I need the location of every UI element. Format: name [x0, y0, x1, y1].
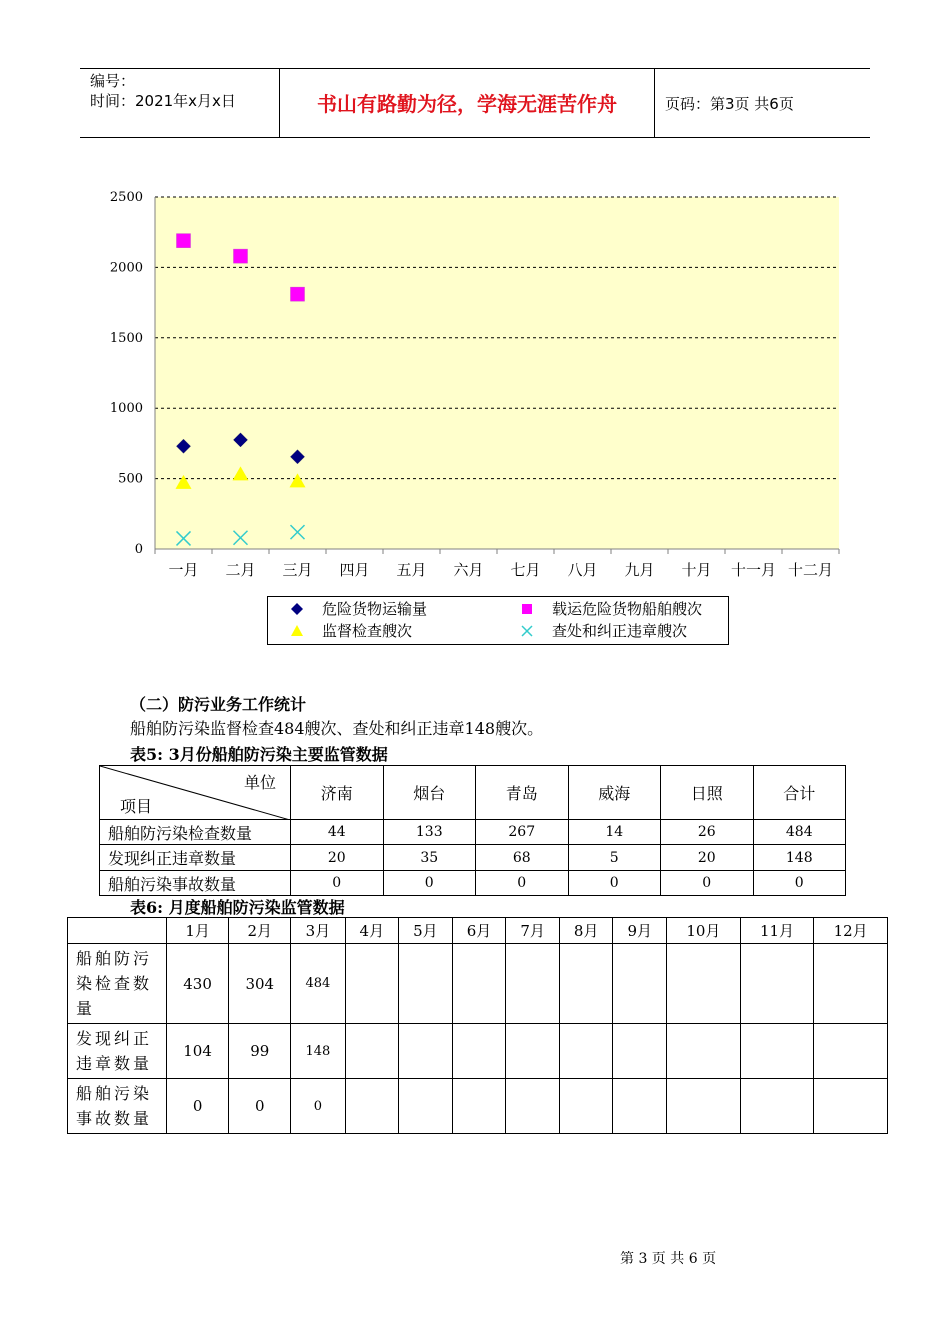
table-cell: [452, 1079, 506, 1134]
table-cell: [814, 1024, 888, 1079]
x-tick-label: 七月: [510, 561, 541, 579]
row-label: 船舶污染事故数量: [68, 1079, 167, 1134]
x-tick-label: 十二月: [787, 561, 834, 579]
table-cell: 35: [383, 845, 476, 871]
table-cell: 0: [476, 871, 569, 896]
table-cell: [559, 1079, 613, 1134]
x-tick-label: 一月: [168, 561, 199, 579]
y-tick-label: 2500: [109, 190, 143, 205]
column-header: 合计: [753, 766, 846, 820]
plot-area: [155, 197, 839, 549]
column-header: 4月: [345, 918, 399, 944]
y-tick-label: 1000: [109, 401, 143, 417]
table-row: [68, 1024, 888, 1079]
table-cell: 0: [661, 871, 754, 896]
table-row: [100, 820, 846, 845]
column-header: 青岛: [476, 766, 569, 820]
table-cell: 484: [753, 820, 846, 845]
table-cell: [399, 1024, 453, 1079]
table-cell: 148: [753, 845, 846, 871]
diamond-marker-icon: [286, 600, 308, 618]
y-tick-label: 1500: [109, 330, 143, 346]
section-body: 船舶防污染监督检查484艘次、查处和纠正违章148艘次。: [130, 719, 544, 738]
x-tick-label: 十月: [681, 561, 712, 579]
table-cell: 0: [167, 1079, 229, 1134]
y-tick-label: 500: [118, 471, 143, 487]
table-cell: 20: [291, 845, 384, 871]
section-title: （二）防污业务工作统计: [130, 695, 307, 714]
header-meta: [80, 69, 280, 137]
table-cell: [345, 944, 399, 1024]
column-header: 日照: [661, 766, 754, 820]
y-tick-label: 0: [134, 542, 143, 557]
table-cell: 267: [476, 820, 569, 845]
triangle-marker-icon: [286, 622, 308, 640]
x-tick-label: 八月: [567, 561, 598, 579]
table-cell: 0: [291, 871, 384, 896]
table-cell: 68: [476, 845, 569, 871]
legend-label-0: 危险货物运输量: [322, 600, 428, 618]
table-row: [68, 944, 888, 1024]
column-header: 济南: [291, 766, 384, 820]
column-header: 12月: [814, 918, 888, 944]
monthly-scatter-chart: [95, 185, 855, 585]
table-cell: [667, 944, 741, 1024]
table-cell: 44: [291, 820, 384, 845]
legend-item-0: [286, 598, 427, 620]
table-cell: [452, 944, 506, 1024]
table5-caption: 表5: 3月份船舶防污染主要监管数据: [130, 745, 388, 764]
table-header-row: [100, 766, 846, 820]
table-cell: 430: [167, 944, 229, 1024]
table-cell: [559, 944, 613, 1024]
table-cell: [740, 1079, 814, 1134]
column-header: 8月: [559, 918, 613, 944]
table-cell: [613, 1024, 667, 1079]
row-label: 发现纠正违章数量: [100, 845, 291, 871]
table-cell: [667, 1024, 741, 1079]
table-cell: [506, 944, 560, 1024]
table-cell: 14: [568, 820, 661, 845]
square-point: [177, 234, 191, 248]
table-cell: 20: [661, 845, 754, 871]
table-cell: 0: [229, 1079, 291, 1134]
legend-label-2: 监督检查艘次: [322, 622, 413, 640]
x-tick-label: 四月: [339, 561, 370, 579]
table-cell: 148: [291, 1024, 345, 1079]
doc-time-label: 时间：2021年x月x日: [90, 92, 236, 110]
table-cell: [452, 1024, 506, 1079]
table-cell: 0: [291, 1079, 345, 1134]
table-cell: 26: [661, 820, 754, 845]
legend-label-1: 载运危险货物船舶艘次: [552, 600, 703, 618]
table-cell: [559, 1024, 613, 1079]
page-header: [80, 68, 870, 138]
table5: [99, 765, 846, 896]
legend-item-3: [516, 620, 687, 642]
x-tick-label: 九月: [624, 561, 655, 579]
table-cell: 99: [229, 1024, 291, 1079]
table-cell: [814, 1079, 888, 1134]
header-slogan: 书山有路勤为径，学海无涯苦作舟: [280, 69, 655, 137]
table-corner-cell: [68, 918, 167, 944]
square-point: [291, 287, 305, 301]
row-label: 船舶防污染检查数量: [100, 820, 291, 845]
table-cell: [506, 1024, 560, 1079]
table-cell: 484: [291, 944, 345, 1024]
corner-unit-label: 单位: [243, 773, 276, 792]
table-row: [100, 871, 846, 896]
table-cell: [345, 1079, 399, 1134]
x-tick-label: 六月: [453, 561, 484, 579]
table-corner-cell: [100, 766, 291, 820]
table-cell: 0: [753, 871, 846, 896]
square-point: [234, 249, 248, 263]
table-cell: [814, 944, 888, 1024]
y-tick-label: 2000: [109, 260, 143, 276]
table-row: [100, 845, 846, 871]
table-cell: 133: [383, 820, 476, 845]
table-cell: 5: [568, 845, 661, 871]
row-label: 发现纠正违章数量: [68, 1024, 167, 1079]
legend-item-2: [286, 620, 412, 642]
legend-item-1: [516, 598, 702, 620]
header-page-info: 页码：第3页 共6页: [665, 95, 794, 113]
table-cell: [740, 1024, 814, 1079]
chart-legend: [267, 596, 729, 645]
corner-item-label: 项目: [120, 797, 153, 816]
column-header: 1月: [167, 918, 229, 944]
table-cell: [506, 1079, 560, 1134]
table-cell: [667, 1079, 741, 1134]
table-row: [68, 1079, 888, 1134]
table-cell: [740, 944, 814, 1024]
table-cell: [399, 1079, 453, 1134]
table6-caption: 表6: 月度船舶防污染监管数据: [130, 898, 345, 917]
column-header: 5月: [399, 918, 453, 944]
table-cell: 304: [229, 944, 291, 1024]
table-cell: [613, 944, 667, 1024]
table6: [67, 917, 888, 1134]
column-header: 9月: [613, 918, 667, 944]
x-tick-label: 五月: [396, 561, 427, 579]
x-tick-label: 二月: [225, 561, 256, 579]
legend-label-3: 查处和纠正违章艘次: [552, 622, 688, 640]
x-tick-label: 三月: [282, 561, 313, 579]
column-header: 6月: [452, 918, 506, 944]
doc-number-label: 编号：: [90, 72, 136, 90]
column-header: 10月: [667, 918, 741, 944]
column-header: 2月: [229, 918, 291, 944]
page-footer: 第 3 页 共 6 页: [620, 1251, 717, 1267]
row-label: 船舶防污染检查数量: [68, 944, 167, 1024]
square-marker-icon: [516, 600, 538, 618]
table-cell: 104: [167, 1024, 229, 1079]
column-header: 11月: [740, 918, 814, 944]
x-marker-icon: [516, 622, 538, 640]
column-header: 威海: [568, 766, 661, 820]
table-cell: [345, 1024, 399, 1079]
table-cell: 0: [383, 871, 476, 896]
column-header: 3月: [291, 918, 345, 944]
column-header: 烟台: [383, 766, 476, 820]
table-cell: 0: [568, 871, 661, 896]
row-label: 船舶污染事故数量: [100, 871, 291, 896]
column-header: 7月: [506, 918, 560, 944]
table-cell: [613, 1079, 667, 1134]
x-tick-label: 十一月: [730, 561, 777, 579]
table-cell: [399, 944, 453, 1024]
table-header-row: [68, 918, 888, 944]
